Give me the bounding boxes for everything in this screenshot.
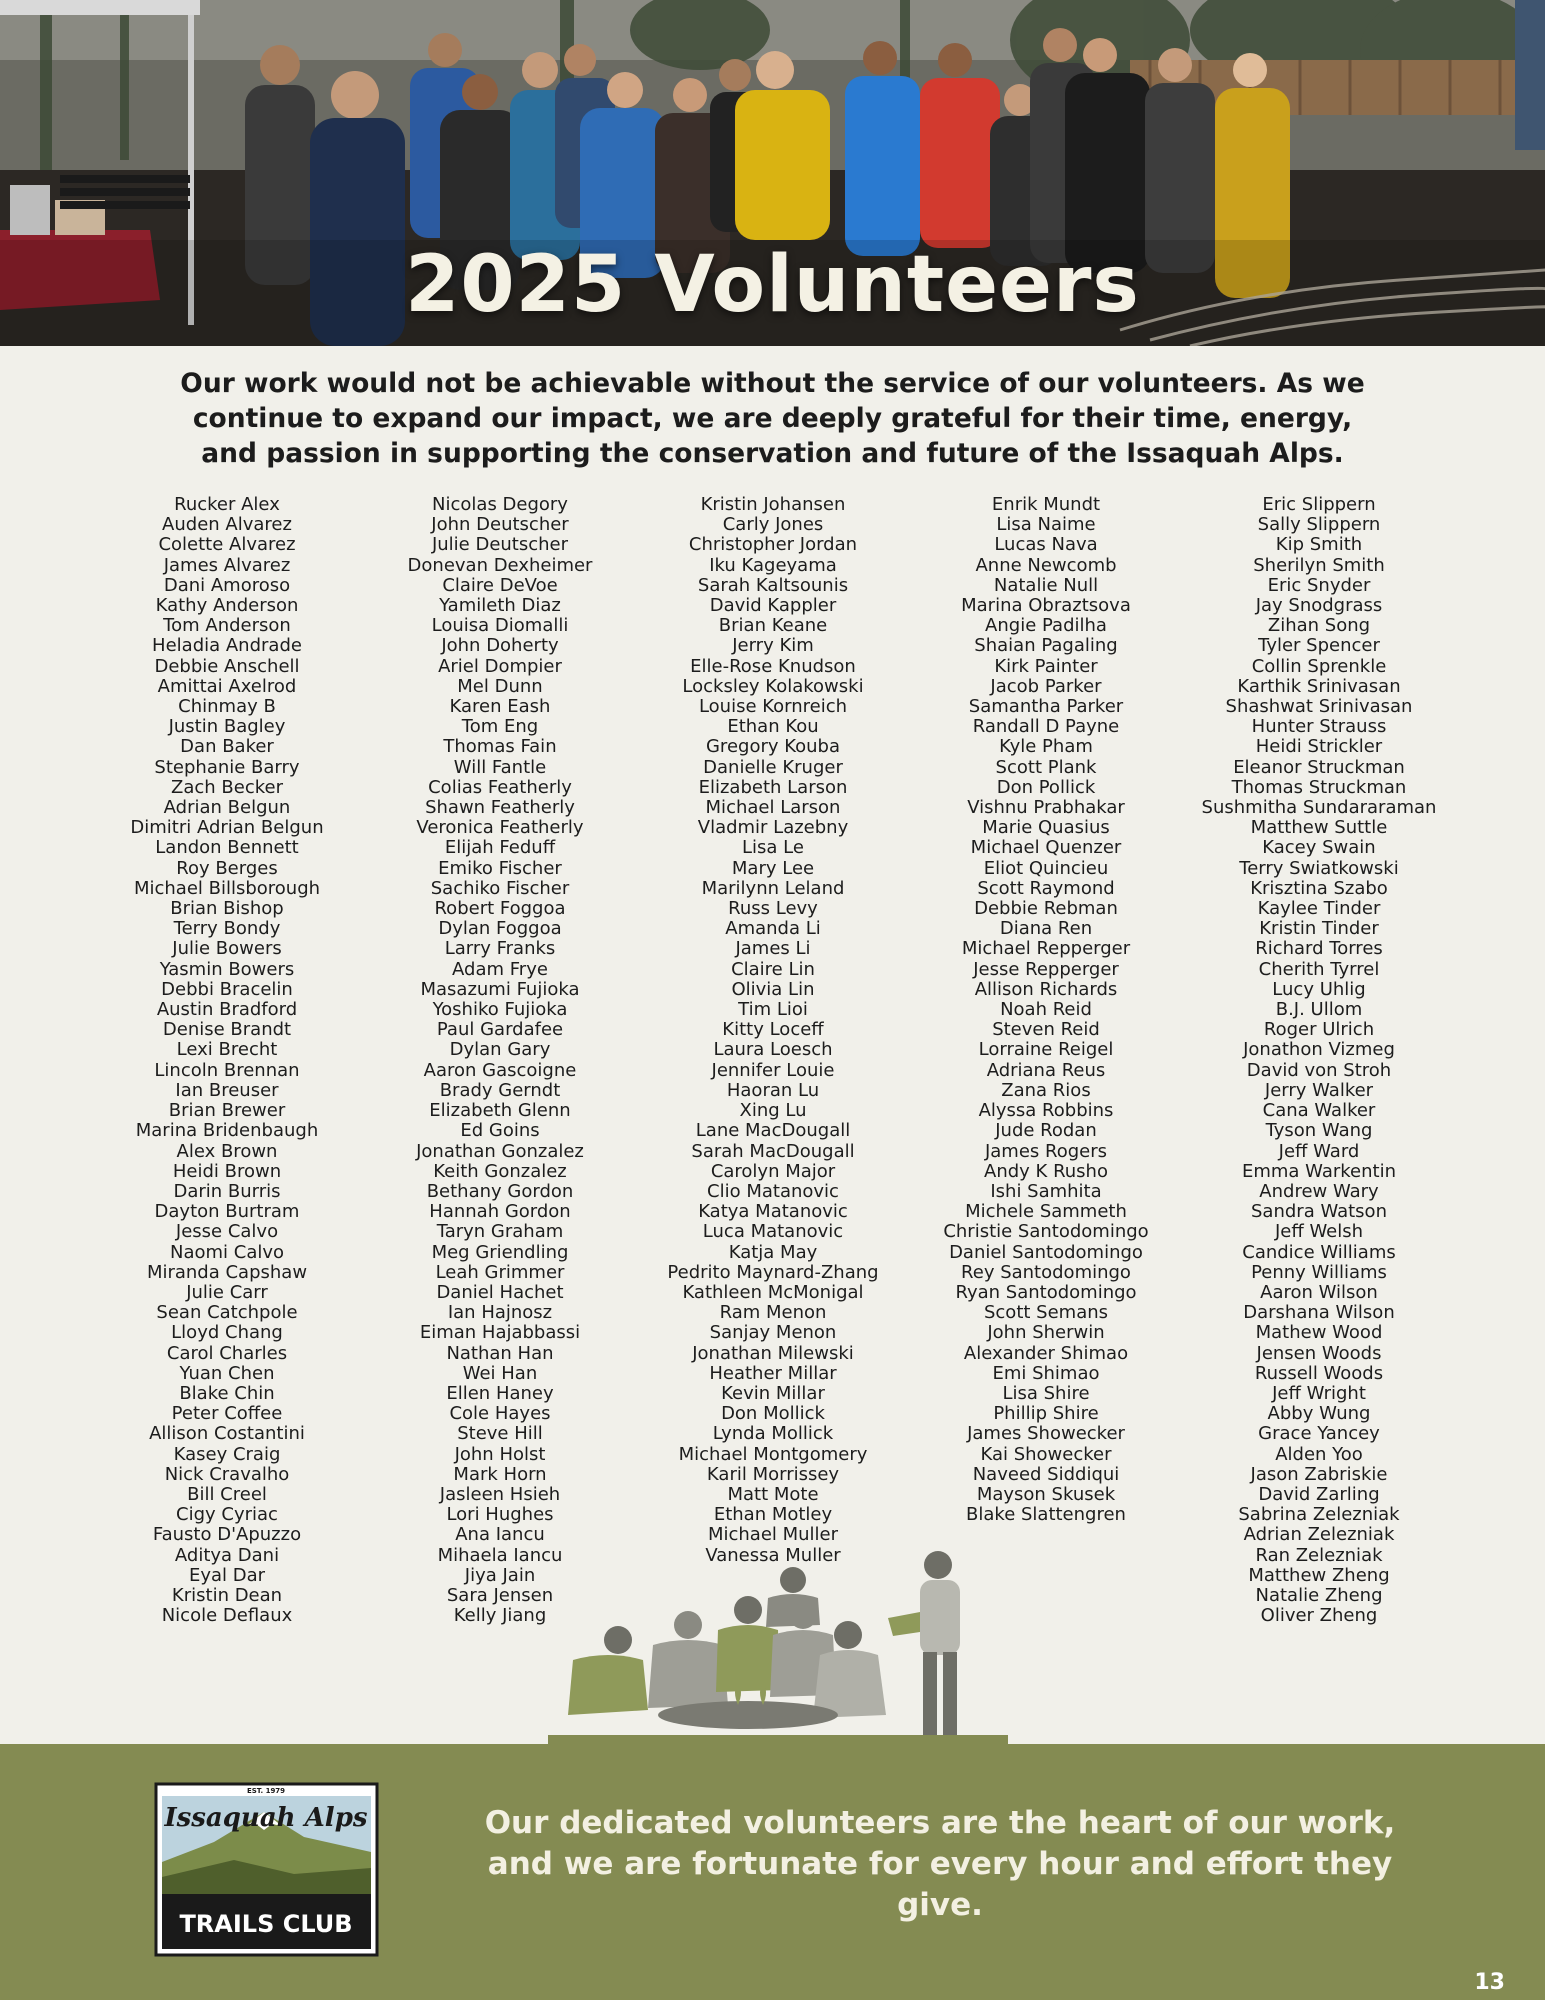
volunteer-name: Austin Bradford [156, 999, 298, 1021]
volunteer-name: Natalie Zheng [1255, 1584, 1383, 1606]
volunteer-name: Kathy Anderson [155, 595, 299, 617]
volunteer-name: Jeff Welsh [1274, 1221, 1364, 1243]
volunteer-name: Claire Lin [731, 958, 815, 980]
volunteer-name: Emiko Fischer [438, 857, 562, 879]
volunteer-name: Ryan Santodomingo [955, 1281, 1137, 1303]
volunteer-name: Alyssa Robbins [978, 1100, 1114, 1122]
volunteer-name: Lori Hughes [446, 1504, 554, 1526]
volunteer-name: Thomas Fain [443, 736, 557, 758]
volunteer-name: David Zarling [1258, 1483, 1380, 1505]
volunteer-name: Jasleen Hsieh [439, 1483, 561, 1505]
hero-photo [0, 0, 1545, 346]
volunteer-name: Louisa Diomalli [431, 615, 569, 637]
volunteer-name: Louise Kornreich [698, 696, 848, 718]
volunteer-name: Daniel Hachet [436, 1281, 564, 1303]
volunteer-name: Noah Reid [1000, 999, 1092, 1021]
volunteer-name: Elijah Feduff [444, 837, 556, 859]
volunteer-name: Mihaela Iancu [437, 1544, 563, 1566]
volunteer-name: Angie Padilha [985, 615, 1107, 637]
volunteer-name: Adrian Belgun [163, 797, 291, 819]
volunteer-name: Katya Matanovic [698, 1201, 848, 1223]
volunteer-name: Matt Mote [727, 1483, 819, 1505]
volunteer-name: Matthew Suttle [1250, 817, 1388, 839]
volunteer-name: Oliver Zheng [1260, 1605, 1378, 1627]
volunteer-name: Sanjay Menon [709, 1322, 837, 1344]
volunteer-name: Jonathan Gonzalez [416, 1140, 584, 1162]
volunteer-name: Jensen Woods [1256, 1342, 1382, 1364]
volunteer-name: Chinmay B [178, 696, 276, 718]
volunteer-name: Cana Walker [1262, 1100, 1376, 1122]
volunteer-name: Russell Woods [1254, 1362, 1384, 1384]
volunteer-name: Bethany Gordon [426, 1180, 574, 1202]
volunteer-name: Ram Menon [719, 1302, 827, 1324]
volunteer-list [0, 495, 1545, 1635]
svg-text:Issaquah Alps: Issaquah Alps [164, 1803, 368, 1833]
volunteer-name: Jude Rodan [995, 1120, 1097, 1142]
volunteer-name: Mathew Wood [1255, 1322, 1383, 1344]
volunteer-name: Dani Amoroso [163, 574, 291, 596]
volunteer-name: Xing Lu [739, 1100, 807, 1122]
volunteer-name: Karthik Srinivasan [1237, 675, 1401, 697]
volunteer-name: Mary Lee [731, 857, 815, 879]
volunteer-name: Kip Smith [1275, 534, 1363, 556]
volunteer-name: Jennifer Louie [711, 1059, 835, 1081]
volunteer-name: Shashwat Srinivasan [1225, 696, 1413, 718]
volunteer-name: Terry Bondy [173, 918, 281, 940]
volunteer-name: Kathleen McMonigal [682, 1281, 864, 1303]
volunteer-name: Pedrito Maynard-Zhang [667, 1261, 879, 1283]
volunteer-name: Phillip Shire [993, 1403, 1099, 1425]
volunteer-name: Sally Slippern [1257, 514, 1381, 536]
volunteer-name: Wei Han [462, 1362, 538, 1384]
volunteer-name: Luca Matanovic [702, 1221, 844, 1243]
volunteer-name: Jonathan Milewski [692, 1342, 854, 1364]
volunteer-name: Ian Hajnosz [447, 1302, 553, 1324]
volunteer-name: Alden Yoo [1275, 1443, 1363, 1465]
volunteer-name: Denise Brandt [162, 1019, 292, 1041]
volunteer-name: Christie Santodomingo [943, 1221, 1149, 1243]
intro-paragraph: Our work would not be achievable without the service of our volunteers. As we continue to expand our impact, we are deeply grateful for their time, energy, and passion in supporting the conservation and future of the Issaquah Alps. [180, 368, 1365, 469]
volunteer-name: Collin Sprenkle [1251, 655, 1387, 677]
volunteer-name: Heidi Strickler [1255, 736, 1383, 758]
volunteer-name: Clio Matanovic [707, 1180, 839, 1202]
volunteer-name: Stephanie Barry [154, 756, 300, 778]
volunteer-name: John Holst [454, 1443, 546, 1465]
volunteer-name: Leah Grimmer [435, 1261, 565, 1283]
volunteer-name: Sherilyn Smith [1253, 554, 1385, 576]
volunteer-name: Samantha Parker [968, 696, 1124, 718]
volunteer-name: Aaron Gascoigne [423, 1059, 577, 1081]
volunteer-name: Aaron Wilson [1260, 1281, 1378, 1303]
volunteer-name: Naomi Calvo [169, 1241, 285, 1263]
volunteer-name: Kai Showecker [980, 1443, 1112, 1465]
volunteer-name: Debbie Rebman [974, 898, 1118, 920]
volunteer-name: Steven Reid [992, 1019, 1100, 1041]
page-number: 13 [1474, 1970, 1505, 1995]
volunteer-name: Kevin Millar [721, 1382, 825, 1404]
volunteer-name: Jacob Parker [990, 675, 1102, 697]
volunteer-name: Kristin Dean [171, 1584, 283, 1606]
volunteer-name: Sarah Kaltsounis [697, 574, 849, 596]
volunteer-name: Darin Burris [173, 1180, 281, 1202]
volunteer-name: David Kappler [709, 595, 837, 617]
volunteer-name: Colette Alvarez [158, 534, 296, 556]
volunteer-name: Carly Jones [722, 514, 824, 536]
volunteer-name: Kaylee Tinder [1257, 898, 1381, 920]
volunteer-name: James Rogers [984, 1140, 1108, 1162]
volunteer-name: Kristin Johansen [700, 494, 846, 515]
volunteer-name: Shawn Featherly [425, 797, 575, 819]
volunteer-name: Will Fantle [453, 756, 547, 778]
volunteer-name: Robert Foggoa [434, 898, 566, 920]
volunteer-name: Vladmir Lazebny [697, 817, 849, 839]
volunteer-name: Randall D Payne [972, 716, 1120, 738]
volunteer-name: Emi Shimao [992, 1362, 1100, 1384]
volunteer-name: Tyler Spencer [1258, 635, 1380, 657]
volunteer-name: Abby Wung [1267, 1403, 1371, 1425]
volunteer-name: Nicolas Degory [432, 494, 568, 515]
volunteer-name: Michael Quenzer [970, 837, 1122, 859]
volunteer-name: Brady Gerndt [439, 1079, 561, 1101]
issaquah-alps-trails-club-logo [154, 1782, 379, 1957]
volunteer-name: Elizabeth Glenn [429, 1100, 571, 1122]
volunteer-name: Locksley Kolakowski [682, 675, 864, 697]
volunteer-name: Allison Richards [974, 978, 1118, 1000]
volunteer-name: Elle-Rose Knudson [690, 655, 856, 677]
volunteer-name: Ian Breuser [175, 1079, 279, 1101]
volunteer-name: Michele Sammeth [965, 1201, 1127, 1223]
volunteer-name: Marina Obraztsova [961, 595, 1131, 617]
volunteer-name: Lincoln Brennan [154, 1059, 300, 1081]
volunteer-name: Nicole Deflaux [161, 1605, 293, 1627]
volunteer-name: Debbie Anschell [154, 655, 300, 677]
volunteer-name: Lexi Brecht [176, 1039, 278, 1061]
volunteer-name: Daniel Santodomingo [949, 1241, 1143, 1263]
volunteer-name: Lane MacDougall [695, 1120, 851, 1142]
volunteer-name: Jeff Ward [1278, 1140, 1360, 1162]
volunteer-name: Paul Gardafee [436, 1019, 564, 1041]
volunteer-name: Lisa Naime [996, 514, 1096, 536]
volunteer-name: Heladia Andrade [152, 635, 302, 657]
volunteer-name: Jesse Repperger [973, 958, 1119, 980]
page-title: 2025 Volunteers [405, 240, 1140, 330]
volunteer-name: Kyle Pham [999, 736, 1093, 758]
volunteer-column-2 [355, 495, 645, 1626]
volunteer-name: Olivia Lin [731, 978, 815, 1000]
volunteer-column-3 [628, 495, 918, 1566]
volunteer-name: Ariel Dompier [438, 655, 562, 677]
volunteer-name: Yoshiko Fujioka [432, 999, 568, 1021]
volunteer-name: Ed Goins [460, 1120, 540, 1142]
volunteer-name: Lucas Nava [994, 534, 1098, 556]
volunteer-name: Brian Brewer [168, 1100, 286, 1122]
volunteer-name: Eric Snyder [1267, 574, 1371, 596]
volunteer-name: Gregory Kouba [705, 736, 841, 758]
volunteer-name: Mayson Skusek [976, 1483, 1116, 1505]
volunteer-name: Dylan Foggoa [438, 918, 562, 940]
volunteer-name: Yuan Chen [179, 1362, 275, 1384]
volunteer-name: Michael Muller [707, 1524, 839, 1546]
volunteer-name: Haoran Lu [726, 1079, 820, 1101]
volunteer-name: Sachiko Fischer [430, 877, 570, 899]
volunteer-name: James Alvarez [163, 554, 291, 576]
volunteer-name: Hunter Strauss [1251, 716, 1387, 738]
volunteer-name: Eric Slippern [1262, 494, 1376, 515]
volunteer-name: Scott Raymond [977, 877, 1115, 899]
volunteer-name: Dayton Burtram [154, 1201, 300, 1223]
volunteer-name: Sara Jensen [446, 1584, 554, 1606]
volunteer-name: Steve Hill [457, 1423, 543, 1445]
volunteer-name: Nathan Han [446, 1342, 554, 1364]
volunteer-name: Roy Berges [176, 857, 278, 879]
volunteer-name: Lisa Shire [1002, 1382, 1090, 1404]
volunteer-name: Jason Zabriskie [1250, 1463, 1388, 1485]
gardeners-illustration [548, 1540, 1008, 1745]
volunteer-name: Heather Millar [709, 1362, 837, 1384]
volunteer-name: Kristin Tinder [1259, 918, 1379, 940]
volunteer-name: Heidi Brown [172, 1160, 282, 1182]
volunteer-name: Eliot Quincieu [983, 857, 1109, 879]
volunteer-name: Adam Frye [452, 958, 548, 980]
volunteer-name: Michael Larson [705, 797, 841, 819]
volunteer-name: Amittai Axelrod [157, 675, 297, 697]
volunteer-name: Don Mollick [721, 1403, 825, 1425]
volunteer-name: Jerry Kim [732, 635, 814, 657]
volunteer-name: Christopher Jordan [688, 534, 858, 556]
volunteer-name: James Showecker [967, 1423, 1125, 1445]
volunteer-name: Jonathon Vizmeg [1243, 1039, 1395, 1061]
volunteer-name: Keith Gonzalez [433, 1160, 567, 1182]
volunteer-name: Roger Ulrich [1263, 1019, 1375, 1041]
volunteer-name: Rucker Alex [174, 494, 280, 515]
volunteer-column-1 [82, 495, 372, 1626]
volunteer-name: Don Pollick [996, 776, 1096, 798]
volunteer-name: Ethan Motley [713, 1504, 833, 1526]
volunteer-name: Dylan Gary [449, 1039, 551, 1061]
volunteer-name: Zana Rios [1001, 1079, 1091, 1101]
volunteer-name: Darshana Wilson [1243, 1302, 1395, 1324]
volunteer-name: Ishi Samhita [990, 1180, 1102, 1202]
volunteer-name: Zach Becker [171, 776, 283, 798]
footer-message: Our dedicated volunteers are the heart of our work, and we are fortunate for every hour and effort they give. [484, 1805, 1396, 1923]
volunteer-name: Emma Warkentin [1241, 1160, 1396, 1182]
volunteer-name: Andy K Rusho [984, 1160, 1108, 1182]
volunteer-name: Jay Snodgrass [1255, 595, 1383, 617]
volunteer-name: Terry Swiatkowski [1239, 857, 1399, 879]
volunteer-name: Aditya Dani [174, 1544, 280, 1566]
volunteer-name: Diana Ren [999, 918, 1093, 940]
volunteer-name: Meg Griendling [431, 1241, 569, 1263]
volunteer-name: Sabrina Zelezniak [1238, 1504, 1400, 1526]
volunteer-name: Lynda Mollick [712, 1423, 834, 1445]
volunteer-name: Ran Zelezniak [1255, 1544, 1383, 1566]
volunteer-name: Dimitri Adrian Belgun [130, 817, 324, 839]
volunteer-name: Mark Horn [453, 1463, 547, 1485]
volunteer-name: Zihan Song [1267, 615, 1371, 637]
volunteer-name: Blake Chin [179, 1382, 275, 1404]
volunteer-name: Alex Brown [176, 1140, 278, 1162]
volunteer-name: Danielle Kruger [703, 756, 843, 778]
volunteer-name: Jerry Walker [1264, 1079, 1374, 1101]
volunteer-name: Karil Morrissey [706, 1463, 840, 1485]
volunteer-name: Kelly Jiang [453, 1605, 547, 1627]
volunteer-name: Michael Billsborough [133, 877, 321, 899]
volunteer-name: John Deutscher [431, 514, 569, 536]
volunteer-name: Scott Semans [983, 1302, 1109, 1324]
volunteer-name: Krisztina Szabo [1250, 877, 1388, 899]
volunteer-name: Lisa Le [742, 837, 804, 859]
volunteer-name: Carolyn Major [710, 1160, 836, 1182]
volunteer-name: Anne Newcomb [975, 554, 1117, 576]
volunteer-name: Brian Bishop [170, 898, 284, 920]
svg-text:TRAILS CLUB: TRAILS CLUB [179, 1910, 353, 1938]
volunteer-name: Michael Montgomery [678, 1443, 868, 1465]
volunteer-name: Marilynn Leland [701, 877, 845, 899]
volunteer-name: Nick Cravalho [164, 1463, 290, 1485]
volunteer-name: Larry Franks [444, 938, 556, 960]
volunteer-name: Lorraine Reigel [978, 1039, 1114, 1061]
volunteer-name: Jiya Jain [464, 1564, 536, 1586]
volunteer-name: Marie Quasius [982, 817, 1110, 839]
volunteer-name: Kitty Loceff [722, 1019, 824, 1041]
volunteer-name: Vanessa Muller [705, 1544, 841, 1566]
volunteer-name: Carol Charles [166, 1342, 288, 1364]
volunteer-name: Bill Creel [187, 1483, 267, 1505]
volunteer-name: Mel Dunn [457, 675, 543, 697]
volunteer-name: Allison Costantini [149, 1423, 305, 1445]
volunteer-column-4 [901, 495, 1191, 1525]
volunteer-name: Brian Keane [718, 615, 828, 637]
volunteer-name: Alexander Shimao [963, 1342, 1129, 1364]
volunteer-name: Hannah Gordon [429, 1201, 571, 1223]
volunteer-name: Marina Bridenbaugh [135, 1120, 319, 1142]
volunteer-name: James Li [735, 938, 811, 960]
volunteer-name: Cole Hayes [449, 1403, 551, 1425]
volunteer-name: John Sherwin [987, 1322, 1105, 1344]
volunteer-name: Enrik Mundt [991, 494, 1101, 515]
volunteer-name: Penny Williams [1251, 1261, 1387, 1283]
volunteer-name: Donevan Dexheimer [407, 554, 593, 576]
volunteer-name: Tom Anderson [163, 615, 291, 637]
volunteer-name: B.J. Ullom [1275, 999, 1363, 1021]
volunteer-name: Matthew Zheng [1248, 1564, 1390, 1586]
volunteer-name: Eiman Hajabbassi [419, 1322, 581, 1344]
volunteer-name: Colias Featherly [428, 776, 572, 798]
volunteer-name: Julie Bowers [172, 938, 282, 960]
volunteer-name: Justin Bagley [168, 716, 286, 738]
volunteer-name: Debbi Bracelin [161, 978, 293, 1000]
volunteer-name: Russ Levy [728, 898, 818, 920]
volunteer-name: Sandra Watson [1251, 1201, 1387, 1223]
volunteer-name: Veronica Featherly [416, 817, 584, 839]
volunteer-name: Dan Baker [180, 736, 274, 758]
volunteer-name: Tim Lioi [738, 999, 808, 1021]
volunteer-name: Andrew Wary [1259, 1180, 1379, 1202]
volunteer-name: Vishnu Prabhakar [967, 797, 1125, 819]
volunteer-name: Julie Deutscher [431, 534, 569, 556]
volunteer-name: Natalie Null [993, 574, 1099, 596]
volunteer-name: Karen Eash [449, 696, 551, 718]
volunteer-name: Candice Williams [1242, 1241, 1396, 1263]
volunteer-name: Naveed Siddiqui [972, 1463, 1120, 1485]
volunteer-name: Thomas Struckman [1231, 776, 1407, 798]
volunteer-name: Landon Bennett [155, 837, 299, 859]
volunteer-name: Katja May [728, 1241, 818, 1263]
volunteer-name: Yamileth Diaz [439, 595, 561, 617]
volunteer-name: Taryn Graham [436, 1221, 564, 1243]
volunteer-name: Claire DeVoe [442, 574, 558, 596]
svg-text:EST. 1979: EST. 1979 [246, 1787, 286, 1795]
volunteer-name: Grace Yancey [1258, 1423, 1380, 1445]
volunteer-name: Ethan Kou [727, 716, 819, 738]
volunteer-name: Sean Catchpole [156, 1302, 298, 1324]
volunteer-name: Kacey Swain [1262, 837, 1376, 859]
volunteer-name: Ana Iancu [455, 1524, 545, 1546]
volunteer-name: Sarah MacDougall [691, 1140, 855, 1162]
volunteer-name: Lloyd Chang [171, 1322, 283, 1344]
volunteer-name: Scott Plank [995, 756, 1097, 778]
volunteer-name: Rey Santodomingo [961, 1261, 1131, 1283]
volunteer-name: Adrian Zelezniak [1243, 1524, 1395, 1546]
volunteer-name: Shaian Pagaling [974, 635, 1118, 657]
volunteer-name: Elizabeth Larson [698, 776, 848, 798]
volunteer-name: Iku Kageyama [709, 554, 837, 576]
volunteer-name: Ellen Haney [446, 1382, 554, 1404]
volunteer-name: Fausto D'Apuzzo [152, 1524, 302, 1546]
volunteer-name: Jeff Wright [1272, 1382, 1366, 1404]
volunteer-name: Tyson Wang [1265, 1120, 1373, 1142]
volunteer-name: Cigy Cyriac [176, 1504, 278, 1526]
volunteer-name: Sushmitha Sundararaman [1201, 797, 1437, 819]
volunteer-name: Eyal Dar [188, 1564, 266, 1586]
volunteer-name: Peter Coffee [171, 1403, 283, 1425]
volunteer-name: Blake Slattengren [966, 1504, 1126, 1526]
volunteer-name: Laura Loesch [713, 1039, 833, 1061]
volunteer-column-5 [1174, 495, 1464, 1626]
volunteer-name: Michael Repperger [961, 938, 1131, 960]
volunteer-name: John Doherty [441, 635, 559, 657]
volunteer-name: Amanda Li [725, 918, 821, 940]
volunteer-name: Kirk Painter [994, 655, 1098, 677]
volunteer-name: Auden Alvarez [162, 514, 292, 536]
volunteer-name: Miranda Capshaw [146, 1261, 308, 1283]
volunteer-name: Eleanor Struckman [1233, 756, 1405, 778]
volunteer-name: Cherith Tyrrel [1258, 958, 1380, 980]
volunteer-name: Adriana Reus [986, 1059, 1106, 1081]
volunteer-name: David von Stroh [1246, 1059, 1392, 1081]
volunteer-name: Lucy Uhlig [1272, 978, 1366, 1000]
volunteer-name: Julie Carr [186, 1281, 268, 1303]
volunteer-name: Richard Torres [1255, 938, 1383, 960]
volunteer-name: Tom Eng [461, 716, 539, 738]
volunteer-name: Kasey Craig [173, 1443, 281, 1465]
volunteer-name: Jesse Calvo [175, 1221, 279, 1243]
volunteer-name: Yasmin Bowers [159, 958, 295, 980]
volunteer-name: Masazumi Fujioka [420, 978, 580, 1000]
